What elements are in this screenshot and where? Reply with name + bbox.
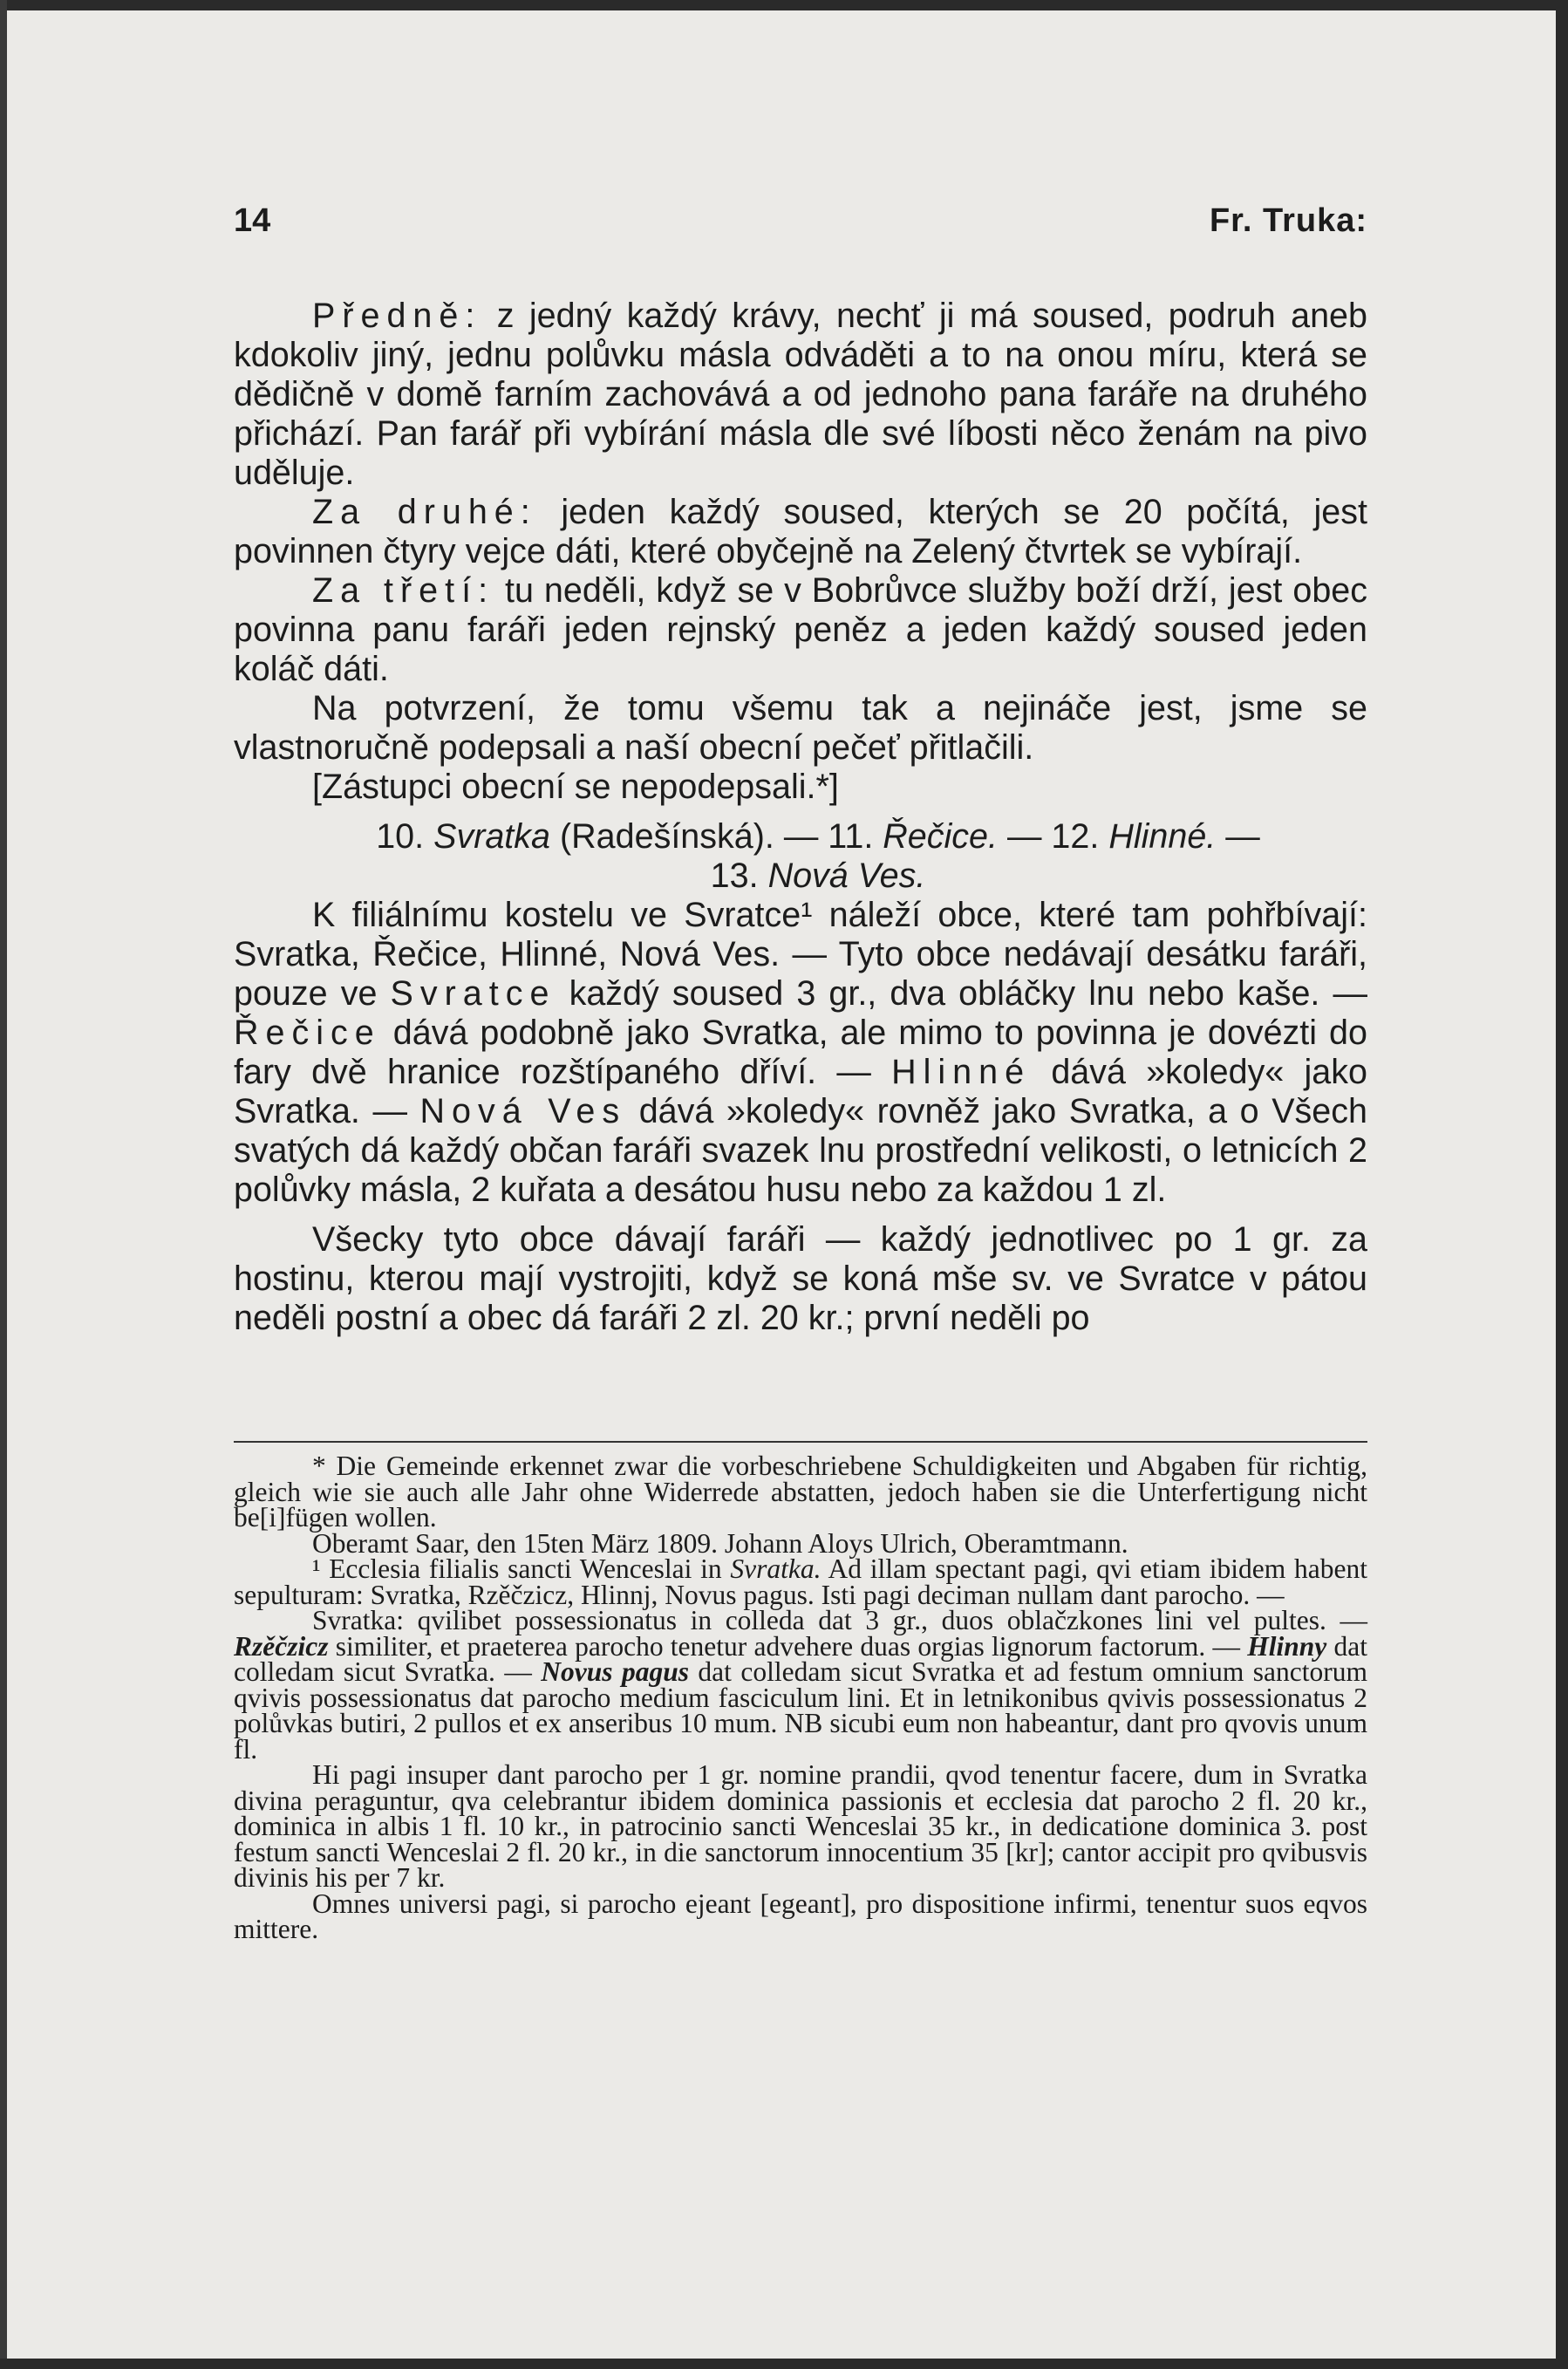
- page-header: [234, 202, 1367, 246]
- footnote-1-svratka: Svratka: qvilibet possessionatus in colleda dat 3 gr., duos oblačzkones lini vel pultes. — Rzěčzicz similiter, et praeterea parocho tenetur advehere duas orgias lignorum factorum. — Hlinny dat colledam sicut Svratka. — Novus pagus dat colledam sicut Svratka et ad festum omnium sanctorum qvivis possessionatus dat parocho medium fasciculum lini. Et in letnikonibus qvivis possessionatus 2 polůvkas butiri, 2 pullos et ex anseribus 10 mum. NB sicubi eum non habeantur, dant pro qvovis unum fl.: [234, 1605, 1368, 1765]
- paragraph-filialni-kostel: K filiálnímu kostelu ve Svratce¹ náleží obce, které tam pohřbívají: Svratka, Řečice, Hlinné, Nová Ves. — Tyto obce nedávají desátku faráři, pouze ve Svratce každý soused 3 gr., dva obláčky lnu nebo kaše. — Řečice dává podobně jako Svratka, ale mimo to povinna je dovézti do fary dvě hranice rozštípaného dříví. — Hlinné dává »koledy« jako Svratka. — Nová Ves dává »koledy« rovněž jako Svratka, a o Všech svatých dá každý občan faráři svazek lnu prostřední velikosti, o letnicích 2 polůvky másla, 2 kuřata a desátou husu nebo za každou 1 zl.: [234, 896, 1367, 1209]
- paragraph-vsecky-obce: Všecky tyto obce dávají faráři — každý jednotlivec po 1 gr. za hostinu, kterou mají vystrojiti, když se koná mše sv. ve Svratce v pátou neděli postní a obec dá faráři 2 zl. 20 kr.; první neděli po: [234, 1220, 1367, 1337]
- paragraph-za-druhe: Za druhé: jeden každý soused, kterých se 20 počítá, jest povinnen čtyry vejce dáti, které obyčejně na Zelený čtvrtek se vybírají.: [234, 493, 1367, 570]
- paragraph-lead: Za třetí:: [312, 571, 495, 610]
- scan-bottom-edge: [0, 2359, 1568, 2369]
- footnote-oberamt: Oberamt Saar, den 15ten März 1809. Johann Aloys Ulrich, Oberamtmann.: [312, 1527, 1128, 1559]
- main-text: [234, 297, 1367, 1338]
- paragraph-potvrzeni: Na potvrzení, že tomu všemu tak a nejináče jest, jsme se vlastnoručně podepsali a naší obecní pečeť přitlačili.: [234, 689, 1367, 767]
- scan-left-edge: [0, 0, 7, 2369]
- footnote-rule: [234, 1441, 1367, 1443]
- paragraph-lead: Za druhé:: [312, 493, 537, 531]
- paragraph-prvne: Předně: z jedný každý krávy, nechť ji má soused, podruh aneb kdokoliv jiný, jednu polůvku másla odváděti a to na onou míru, která se dědičně v domě farním zachovává a od jednoho pana faráře na druhého přichází. Pan farář při vybírání másla dle své líbosti něco ženám na pivo uděluje.: [234, 297, 1367, 492]
- footnote-star: * Die Gemeinde erkennet zwar die vorbeschriebene Schuldigkeiten und Abgaben für richtig, gleich wie sie auch alle Jahr ohne Widerrede abstatten, jedoch haben sie die Unterfertigung nicht be[i]fügen wollen.: [234, 1451, 1367, 1533]
- paragraph-za-treti: Za třetí: tu neděli, když se v Bobrůvce služby boží drží, jest obec povinna panu faráři jeden rejnský peněz a jeden každý soused jeden koláč dáti.: [234, 571, 1368, 688]
- paragraph-lead: Předně:: [312, 297, 482, 335]
- section-heading: 10. Svratka (Radešínská). — 11. Řečice. — 12. Hlinné. — 13. Nová Ves.: [376, 817, 1260, 895]
- paragraph-zastupci: [Zástupci obecní se nepodepsali.*]: [312, 768, 839, 806]
- footnote-1: ¹ Ecclesia filialis sancti Wenceslai in Svratka. Ad illam spectant pagi, qvi etiam ibidem habent sepulturam: Svratka, Rzěčzicz, Hlinnj, Novus pagus. Isti pagi deciman nullam dant parocho. —: [234, 1553, 1367, 1610]
- footnotes: [234, 1453, 1367, 1942]
- page-number: 14: [234, 202, 271, 239]
- running-head: Fr. Truka:: [1209, 202, 1367, 239]
- footnote-1-omnes: Omnes universi pagi, si parocho ejeant [egeant], pro dispositione infirmi, tenentur suos eqvos mittere.: [234, 1888, 1367, 1944]
- footnote-1-hi-pagi: Hi pagi insuper dant parocho per 1 gr. nomine prandii, qvod tenentur facere, dum in Svratka divina peraguntur, qva celebrantur ibidem dominica passionis et ecclesia dat parocho 2 fl. 20 kr., dominica in albis 1 fl. 10 kr., in patrocinio sancti Wenceslai 35 kr., in dedicatione dominica 3. post festum sancti Wenceslai 2 fl. 20 kr., in die sanctorum innocentium 35 [kr]; cantor accipit pro qvibusvis divinis his per 7 kr.: [234, 1759, 1367, 1893]
